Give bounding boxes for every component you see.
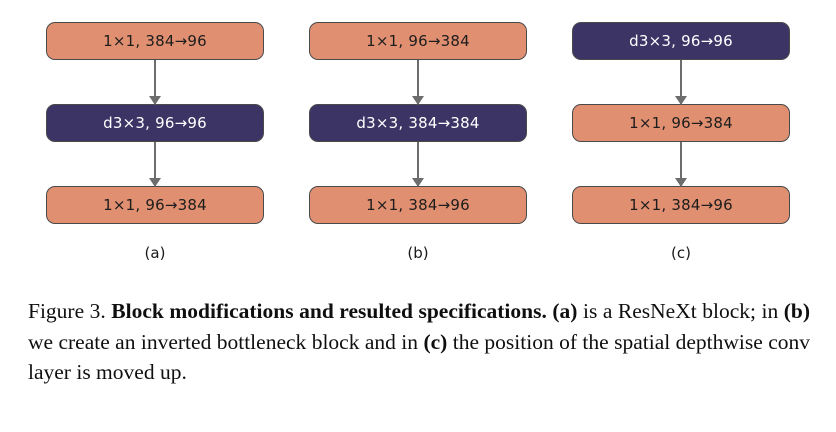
block-label: d3×3, 384→384 <box>356 114 480 132</box>
block-a-1 <box>46 22 264 60</box>
block-label: d3×3, 96→96 <box>629 32 733 50</box>
block-b-1 <box>309 22 527 60</box>
block-c-1 <box>572 22 790 60</box>
block-c-3 <box>572 186 790 224</box>
arrow-down-icon <box>417 142 419 186</box>
block-label: 1×1, 96→384 <box>366 32 470 50</box>
column-label-a: (a) <box>144 244 166 262</box>
diagram-column-c <box>556 22 806 262</box>
block-a-3 <box>46 186 264 224</box>
caption-figure-number: Figure 3. <box>28 299 106 323</box>
caption-text-3: the position of the spatial depthwise conv layer is moved up. <box>28 329 810 385</box>
diagram-column-a <box>30 22 280 262</box>
caption-part-a: (a) <box>552 299 578 323</box>
caption-part-c: (c) <box>423 329 448 354</box>
arrow-down-icon <box>680 60 682 104</box>
arrow-down-icon <box>154 142 156 186</box>
block-label: d3×3, 96→96 <box>103 114 207 132</box>
block-label: 1×1, 384→96 <box>366 196 470 214</box>
diagram-column-b <box>293 22 543 262</box>
arrow-down-icon <box>417 60 419 104</box>
block-label: 1×1, 96→384 <box>629 114 733 132</box>
figure-caption <box>28 296 810 388</box>
caption-text-2: we create an inverted bottleneck block and in <box>28 329 424 354</box>
block-label: 1×1, 384→96 <box>629 196 733 214</box>
arrow-down-icon <box>680 142 682 186</box>
block-label: 1×1, 384→96 <box>103 32 207 50</box>
block-c-2 <box>572 104 790 142</box>
block-b-3 <box>309 186 527 224</box>
caption-part-b: (b) <box>783 299 810 323</box>
caption-title: Block modifications and resulted specifications. <box>111 299 547 323</box>
column-label-c: (c) <box>671 244 691 262</box>
caption-text-1: is a ResNeXt block; in <box>577 299 784 323</box>
block-a-2 <box>46 104 264 142</box>
arrow-down-icon <box>154 60 156 104</box>
block-label: 1×1, 96→384 <box>103 196 207 214</box>
block-b-2 <box>309 104 527 142</box>
column-label-b: (b) <box>407 244 429 262</box>
